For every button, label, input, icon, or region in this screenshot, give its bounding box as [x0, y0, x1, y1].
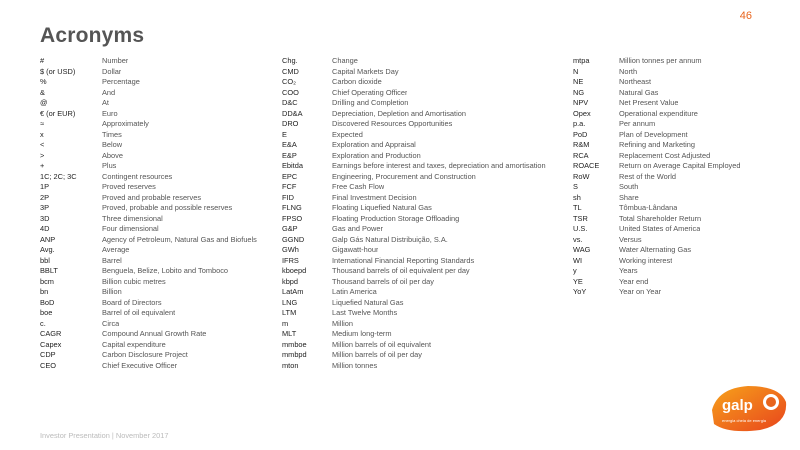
acronym-definition: Exploration and Production — [332, 150, 421, 160]
acronym-row — [282, 172, 558, 183]
acronym-row — [282, 182, 558, 193]
acronym-definition: Thousand barrels of oil equivalent per day — [332, 266, 470, 275]
acronym-term: BoD — [40, 297, 55, 307]
acronym-term: YoY — [573, 287, 587, 296]
acronym-term: mmboe — [282, 339, 307, 349]
acronym-row — [40, 161, 270, 172]
acronym-row — [40, 214, 270, 225]
acronym-term: LatAm — [282, 287, 304, 296]
acronym-term: boe — [40, 308, 53, 317]
acronym-term: E&A — [282, 140, 297, 149]
acronym-term: EPC — [282, 171, 298, 181]
acronym-row — [573, 277, 773, 288]
acronym-definition: Operational expenditure — [619, 108, 698, 118]
acronym-row — [282, 151, 558, 162]
acronym-term: ≈ — [40, 119, 45, 128]
acronym-definition: Times — [102, 129, 122, 139]
acronym-row — [573, 193, 773, 204]
acronym-row — [282, 298, 558, 309]
acronym-row — [40, 140, 270, 151]
acronym-definition: Billion — [102, 287, 122, 296]
acronym-row — [40, 109, 270, 120]
acronym-definition: Plus — [102, 161, 117, 170]
acronym-definition: North — [619, 66, 638, 76]
acronym-definition: Depreciation, Depletion and Amortisation — [332, 108, 466, 118]
acronym-definition: Galp Gás Natural Distribuição, S.A. — [332, 234, 448, 244]
acronym-term: 1P — [40, 182, 50, 191]
acronym-term: m — [282, 318, 289, 328]
acronym-term: ANP — [40, 234, 56, 244]
acronym-term: TSR — [573, 213, 588, 223]
acronym-definition: Final Investment Decision — [332, 192, 417, 202]
acronym-definition: Chief Operating Officer — [332, 87, 408, 97]
acronym-term: vs. — [573, 234, 583, 244]
acronym-term: p.a. — [573, 119, 586, 128]
acronym-definition: Engineering, Procurement and Construction — [332, 171, 476, 181]
acronym-definition: Floating Liquefied Natural Gas — [332, 203, 432, 212]
acronym-row — [40, 256, 270, 267]
acronym-definition: Capital Markets Day — [332, 66, 399, 76]
acronym-term: x — [40, 129, 44, 139]
acronym-row — [573, 224, 773, 235]
acronym-term: RoW — [573, 171, 590, 181]
galp-flame-icon — [708, 380, 788, 434]
acronym-definition: Chief Executive Officer — [102, 360, 178, 370]
acronym-term: mton — [282, 360, 299, 370]
acronym-definition: Drilling and Completion — [332, 98, 409, 107]
acronym-row — [282, 224, 558, 235]
acronym-term: + — [40, 161, 45, 170]
acronym-definition: Billion cubic metres — [102, 276, 166, 286]
acronym-definition: Below — [102, 140, 123, 149]
acronym-term: GWh — [282, 245, 299, 254]
acronym-definition: Three dimensional — [102, 213, 163, 223]
acronym-definition: Gigawatt-hour — [332, 245, 379, 254]
acronym-term: NPV — [573, 98, 589, 107]
acronym-row — [282, 77, 558, 88]
acronym-term: D&C — [282, 98, 298, 107]
acronym-definition: Million tonnes — [332, 360, 378, 370]
acronym-definition: Exploration and Appraisal — [332, 140, 416, 149]
acronym-definition: Last Twelve Months — [332, 308, 398, 317]
acronym-definition: Rest of the World — [619, 171, 676, 181]
acronym-definition: Refining and Marketing — [619, 140, 696, 149]
acronym-row — [282, 350, 558, 361]
acronym-row — [573, 245, 773, 256]
acronym-row — [573, 256, 773, 267]
footer-text: Investor Presentation | November 2017 — [40, 431, 169, 440]
acronym-definition: Versus — [619, 234, 642, 244]
acronym-term: R&M — [573, 140, 590, 149]
acronym-term: RCA — [573, 150, 589, 160]
acronym-definition: Years — [619, 266, 638, 275]
acronym-term: bn — [40, 287, 49, 296]
acronym-term: c. — [40, 318, 46, 328]
acronym-row — [573, 119, 773, 130]
acronym-definition: Proved and probable reserves — [102, 192, 202, 202]
acronym-definition: Capital expenditure — [102, 339, 166, 349]
acronym-definition: Year end — [619, 276, 649, 286]
acronym-row — [40, 88, 270, 99]
acronym-row — [573, 235, 773, 246]
acronym-definition: Million tonnes per annum — [619, 56, 702, 65]
acronym-term: CAGR — [40, 329, 62, 338]
acronym-term: € (or EUR) — [40, 108, 76, 118]
acronym-term: 2P — [40, 192, 50, 202]
acronym-term: Opex — [573, 108, 591, 118]
acronym-definition: Four dimensional — [102, 224, 159, 233]
acronym-row — [40, 67, 270, 78]
acronym-definition: Share — [619, 192, 639, 202]
acronym-term: 1C; 2C; 3C — [40, 171, 77, 181]
acronym-definition: At — [102, 98, 109, 107]
acronym-term: FLNG — [282, 203, 302, 212]
acronym-term: FID — [282, 192, 294, 202]
acronym-row — [573, 182, 773, 193]
acronym-row — [282, 287, 558, 298]
acronym-term: IFRS — [282, 255, 299, 265]
acronym-definition: Contingent resources — [102, 171, 173, 181]
acronym-term: S — [573, 182, 578, 191]
acronym-term: U.S. — [573, 224, 588, 233]
acronym-definition: Euro — [102, 108, 118, 118]
acronym-row — [40, 77, 270, 88]
svg-text:galp: galp — [722, 397, 753, 414]
acronym-row — [282, 266, 558, 277]
acronym-definition: Gas and Power — [332, 224, 383, 233]
acronym-row — [573, 98, 773, 109]
acronym-term: MLT — [282, 329, 297, 338]
acronym-definition: Above — [102, 150, 123, 160]
acronym-definition: Circa — [102, 318, 120, 328]
acronym-row — [282, 140, 558, 151]
acronym-term: BBLT — [40, 266, 58, 275]
acronym-definition: Liquefied Natural Gas — [332, 297, 404, 307]
acronym-definition: Board of Directors — [102, 297, 162, 307]
acronym-term: CMD — [282, 66, 299, 76]
acronym-row — [40, 193, 270, 204]
acronym-row — [282, 319, 558, 330]
acronym-term: Chg. — [282, 56, 298, 65]
acronym-term: kbpd — [282, 276, 299, 286]
acronym-row — [40, 350, 270, 361]
acronym-row — [40, 277, 270, 288]
acronym-definition: Latin America — [332, 287, 377, 296]
acronym-definition: Carbon dioxide — [332, 77, 382, 86]
acronym-definition: Agency of Petroleum, Natural Gas and Biofuels — [102, 234, 257, 244]
acronym-term: PoD — [573, 129, 588, 139]
page-number: 46 — [739, 10, 752, 22]
acronym-column-3 — [573, 56, 773, 298]
acronym-row — [40, 245, 270, 256]
acronym-definition: Carbon Disclosure Project — [102, 350, 188, 359]
acronym-definition: Free Cash Flow — [332, 182, 385, 191]
acronym-definition: Floating Production Storage Offloading — [332, 213, 460, 223]
acronym-row — [282, 161, 558, 172]
acronym-definition: And — [102, 87, 116, 97]
acronym-column-1 — [40, 56, 270, 371]
acronym-row — [573, 67, 773, 78]
acronym-row — [573, 266, 773, 277]
acronym-term: CDP — [40, 350, 56, 359]
acronym-row — [40, 308, 270, 319]
acronym-term: CEO — [40, 360, 57, 370]
acronym-term: COO — [282, 87, 299, 97]
acronym-row — [40, 266, 270, 277]
acronym-definition: Expected — [332, 129, 363, 139]
acronym-term: < — [40, 140, 45, 149]
acronym-definition: Year on Year — [619, 287, 662, 296]
acronym-term: ROACE — [573, 161, 600, 170]
acronym-row — [282, 56, 558, 67]
acronym-term: NE — [573, 77, 584, 86]
acronym-term: bbl — [40, 255, 50, 265]
acronym-row — [573, 88, 773, 99]
acronym-term: Capex — [40, 339, 62, 349]
acronym-term: DD&A — [282, 108, 303, 118]
acronym-term: DRO — [282, 119, 299, 128]
acronym-term: FPSO — [282, 213, 303, 223]
acronym-row — [573, 77, 773, 88]
acronym-row — [282, 98, 558, 109]
acronym-row — [40, 172, 270, 183]
acronym-term: Ebitda — [282, 161, 303, 170]
acronym-term: 4D — [40, 224, 50, 233]
acronym-row — [573, 172, 773, 183]
acronym-definition: Medium long-term — [332, 329, 392, 338]
acronym-definition: Proved reserves — [102, 182, 156, 191]
acronym-term: mmbpd — [282, 350, 307, 359]
acronym-definition: United States of America — [619, 224, 701, 233]
acronym-definition: Proved, probable and possible reserves — [102, 203, 233, 212]
acronym-term: % — [40, 77, 47, 86]
acronym-definition: Plan of Development — [619, 129, 688, 139]
acronym-row — [573, 203, 773, 214]
acronym-row — [40, 235, 270, 246]
acronym-row — [40, 130, 270, 141]
acronym-row — [40, 224, 270, 235]
acronym-definition: Water Alternating Gas — [619, 245, 692, 254]
acronym-definition: Total Shareholder Return — [619, 213, 702, 223]
acronym-term: TL — [573, 203, 582, 212]
acronym-definition: Natural Gas — [619, 87, 659, 97]
acronym-row — [282, 109, 558, 120]
acronym-definition: Compound Annual Growth Rate — [102, 329, 207, 338]
acronym-definition: Change — [332, 56, 358, 65]
acronym-row — [573, 151, 773, 162]
acronym-term: LNG — [282, 297, 298, 307]
acronym-term: N — [573, 66, 579, 76]
acronym-row — [282, 340, 558, 351]
acronym-definition: Average — [102, 245, 130, 254]
acronym-definition: International Financial Reporting Standards — [332, 255, 475, 265]
acronym-row — [282, 256, 558, 267]
acronym-row — [40, 298, 270, 309]
acronym-definition: Benguela, Belize, Lobito and Tomboco — [102, 266, 229, 275]
acronym-row — [282, 214, 558, 225]
acronym-row — [282, 88, 558, 99]
acronym-definition: Earnings before interest and taxes, depreciation and amortisation — [332, 161, 546, 170]
acronym-term: GGND — [282, 234, 305, 244]
acronym-term: bcm — [40, 276, 54, 286]
acronym-definition: Million barrels of oil per day — [332, 350, 422, 359]
acronym-row — [40, 340, 270, 351]
acronym-row — [40, 361, 270, 372]
acronym-definition: Return on Average Capital Employed — [619, 161, 741, 170]
acronym-definition: Million barrels of oil equivalent — [332, 339, 432, 349]
acronym-definition: Working interest — [619, 255, 673, 265]
acronym-definition: Percentage — [102, 77, 140, 86]
acronym-row — [573, 161, 773, 172]
acronym-term: Avg. — [40, 245, 55, 254]
acronym-definition: Per annum — [619, 119, 656, 128]
acronym-term: sh — [573, 192, 581, 202]
acronym-term: y — [573, 266, 577, 275]
acronym-row — [573, 140, 773, 151]
acronym-definition: South — [619, 182, 639, 191]
acronym-term: NG — [573, 87, 585, 97]
acronym-definition: Barrel of oil equivalent — [102, 308, 176, 317]
acronym-row — [282, 203, 558, 214]
acronym-row — [282, 361, 558, 372]
acronym-row — [282, 119, 558, 130]
acronym-row — [573, 130, 773, 141]
acronym-row — [282, 235, 558, 246]
acronym-row — [282, 277, 558, 288]
acronym-row — [573, 214, 773, 225]
galp-logo — [708, 380, 788, 434]
acronym-definition: Dollar — [102, 66, 122, 76]
acronym-term: # — [40, 56, 45, 65]
acronym-definition: Northeast — [619, 77, 652, 86]
acronym-definition: Discovered Resources Opportunities — [332, 119, 453, 128]
acronym-row — [40, 319, 270, 330]
acronym-definition: Number — [102, 56, 129, 65]
acronym-term: WAG — [573, 245, 591, 254]
acronym-definition: Tômbua-Lândana — [619, 203, 678, 212]
acronym-term: LTM — [282, 308, 297, 317]
acronym-term: E — [282, 129, 287, 139]
acronym-row — [40, 203, 270, 214]
acronym-row — [573, 287, 773, 298]
acronym-term: & — [40, 87, 45, 97]
acronym-row — [40, 287, 270, 298]
acronym-term: $ (or USD) — [40, 66, 76, 76]
acronym-term: kboepd — [282, 266, 307, 275]
acronym-term: G&P — [282, 224, 298, 233]
acronym-term: @ — [40, 98, 48, 107]
acronym-row — [282, 245, 558, 256]
acronym-row — [573, 109, 773, 120]
svg-text:energia cheia de energia: energia cheia de energia — [722, 418, 767, 423]
acronym-term: > — [40, 150, 45, 160]
acronym-term: 3D — [40, 213, 50, 223]
acronym-row — [40, 151, 270, 162]
acronym-row — [40, 56, 270, 67]
acronym-row — [282, 67, 558, 78]
acronym-definition: Replacement Cost Adjusted — [619, 150, 711, 160]
acronym-row — [40, 98, 270, 109]
acronym-definition: Barrel — [102, 255, 122, 265]
acronym-row — [40, 182, 270, 193]
acronym-definition: Approximately — [102, 119, 149, 128]
acronym-term: CO₂ — [282, 77, 296, 86]
acronym-row — [282, 329, 558, 340]
acronym-term: FCF — [282, 182, 297, 191]
acronym-row — [282, 130, 558, 141]
acronym-term: E&P — [282, 150, 297, 160]
acronym-row — [573, 56, 773, 67]
acronym-row — [282, 308, 558, 319]
acronym-definition: Thousand barrels of oil per day — [332, 276, 434, 286]
acronym-term: mtpa — [573, 56, 590, 65]
acronym-row — [40, 329, 270, 340]
acronym-row — [282, 193, 558, 204]
acronym-term: 3P — [40, 203, 50, 212]
page-title: Acronyms — [40, 24, 145, 47]
acronym-term: WI — [573, 255, 583, 265]
acronym-row — [40, 119, 270, 130]
acronym-definition: Million — [332, 318, 353, 328]
acronym-column-2 — [282, 56, 558, 371]
acronym-term: YE — [573, 276, 583, 286]
acronym-definition: Net Present Value — [619, 98, 679, 107]
